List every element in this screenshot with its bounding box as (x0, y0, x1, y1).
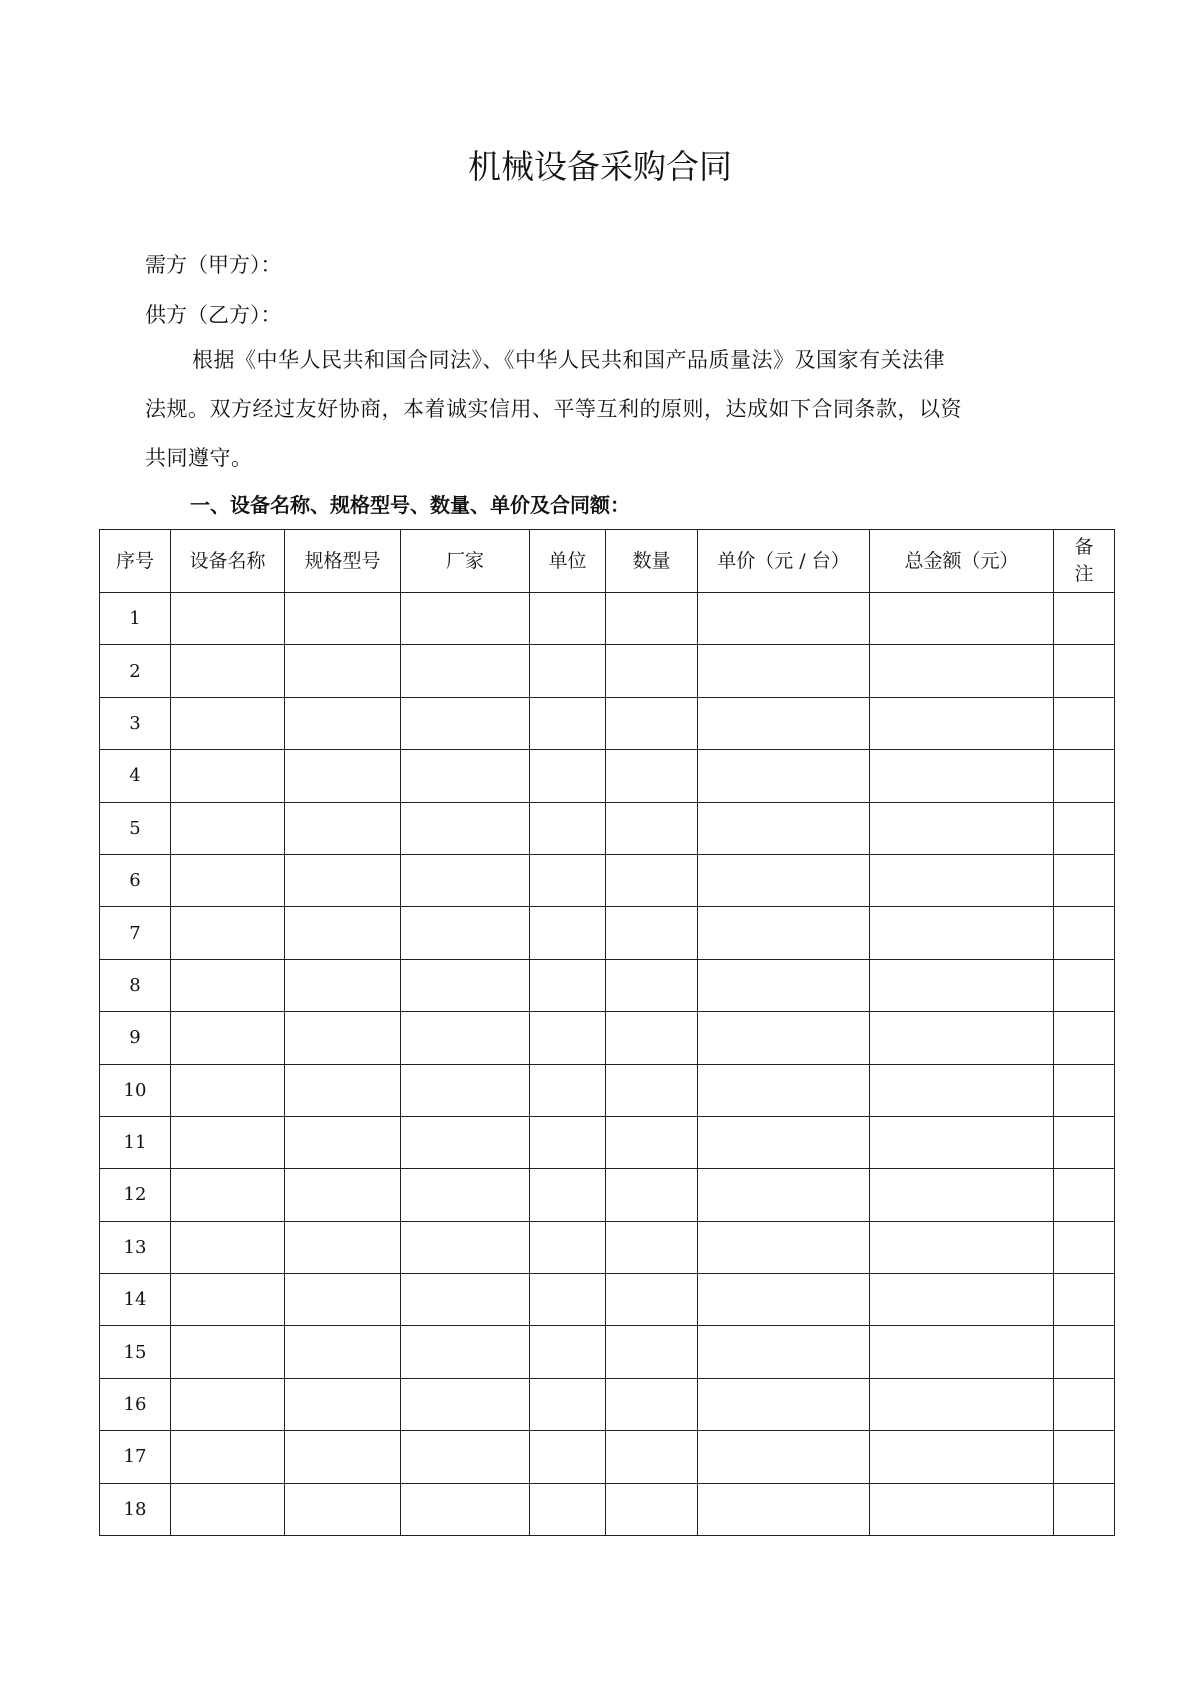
cell-model[interactable] (285, 1274, 401, 1326)
cell-unit[interactable] (530, 959, 606, 1011)
cell-quantity[interactable] (606, 750, 698, 802)
cell-equipment-name[interactable] (171, 1326, 285, 1378)
cell-unit-price[interactable] (698, 907, 870, 959)
cell-model[interactable] (285, 1221, 401, 1273)
cell-equipment-name[interactable] (171, 959, 285, 1011)
cell-manufacturer[interactable] (401, 959, 530, 1011)
cell-equipment-name[interactable] (171, 645, 285, 697)
cell-remark[interactable] (1054, 854, 1115, 906)
cell-quantity[interactable] (606, 1012, 698, 1064)
cell-equipment-name[interactable] (171, 1169, 285, 1221)
header-quantity: 数量 (606, 530, 698, 593)
cell-unit-price[interactable] (698, 1378, 870, 1430)
cell-seq: 15 (100, 1326, 171, 1378)
cell-remark[interactable] (1054, 802, 1115, 854)
cell-model[interactable] (285, 1326, 401, 1378)
cell-unit-price[interactable] (698, 1169, 870, 1221)
cell-seq: 16 (100, 1378, 171, 1430)
cell-unit[interactable] (530, 697, 606, 749)
table-row (100, 1483, 1115, 1535)
cell-seq: 18 (100, 1483, 171, 1535)
cell-unit[interactable] (530, 750, 606, 802)
cell-seq: 3 (100, 697, 171, 749)
table-row (100, 959, 1115, 1011)
table-row (100, 854, 1115, 906)
cell-quantity[interactable] (606, 1431, 698, 1483)
section-heading: 一、设备名称、规格型号、数量、单价及合同额： (190, 493, 630, 517)
cell-unit-price[interactable] (698, 959, 870, 1011)
cell-remark[interactable] (1054, 593, 1115, 645)
cell-unit[interactable] (530, 1326, 606, 1378)
cell-manufacturer[interactable] (401, 1431, 530, 1483)
cell-equipment-name[interactable] (171, 802, 285, 854)
cell-seq: 7 (100, 907, 171, 959)
header-unit-price: 单价（元 / 台） (698, 530, 870, 593)
header-total-amount: 总金额（元） (870, 530, 1054, 593)
cell-unit[interactable] (530, 802, 606, 854)
table-row (100, 802, 1115, 854)
cell-remark[interactable] (1054, 1012, 1115, 1064)
party-b-label: 供方（乙方）： (145, 303, 282, 327)
cell-total-amount[interactable] (870, 1221, 1054, 1273)
cell-model[interactable] (285, 1169, 401, 1221)
cell-total-amount[interactable] (870, 802, 1054, 854)
cell-seq: 6 (100, 854, 171, 906)
cell-quantity[interactable] (606, 645, 698, 697)
cell-manufacturer[interactable] (401, 1064, 530, 1116)
cell-seq: 17 (100, 1431, 171, 1483)
cell-manufacturer[interactable] (401, 1378, 530, 1430)
cell-remark[interactable] (1054, 959, 1115, 1011)
cell-manufacturer[interactable] (401, 1326, 530, 1378)
cell-remark[interactable] (1054, 750, 1115, 802)
preamble-line: 共同遵守。 (145, 446, 253, 470)
cell-quantity[interactable] (606, 593, 698, 645)
cell-seq: 2 (100, 645, 171, 697)
table-row (100, 645, 1115, 697)
cell-quantity[interactable] (606, 697, 698, 749)
cell-quantity[interactable] (606, 907, 698, 959)
table-row (100, 1012, 1115, 1064)
cell-equipment-name[interactable] (171, 1483, 285, 1535)
cell-equipment-name[interactable] (171, 1012, 285, 1064)
cell-model[interactable] (285, 1431, 401, 1483)
cell-model[interactable] (285, 645, 401, 697)
cell-total-amount[interactable] (870, 1169, 1054, 1221)
cell-equipment-name[interactable] (171, 750, 285, 802)
cell-manufacturer[interactable] (401, 802, 530, 854)
cell-model[interactable] (285, 1012, 401, 1064)
cell-total-amount[interactable] (870, 645, 1054, 697)
cell-manufacturer[interactable] (401, 1274, 530, 1326)
cell-model[interactable] (285, 1483, 401, 1535)
preamble-line: 法规。双方经过友好协商，本着诚实信用、平等互利的原则，达成如下合同条款，以资 (145, 397, 962, 421)
cell-model[interactable] (285, 697, 401, 749)
cell-unit-price[interactable] (698, 1221, 870, 1273)
cell-total-amount[interactable] (870, 1326, 1054, 1378)
table-row (100, 1064, 1115, 1116)
cell-total-amount[interactable] (870, 907, 1054, 959)
cell-seq: 13 (100, 1221, 171, 1273)
cell-manufacturer[interactable] (401, 1483, 530, 1535)
cell-seq: 12 (100, 1169, 171, 1221)
cell-total-amount[interactable] (870, 593, 1054, 645)
cell-unit[interactable] (530, 1116, 606, 1168)
header-seq: 序号 (100, 530, 171, 593)
cell-manufacturer[interactable] (401, 854, 530, 906)
cell-remark[interactable] (1054, 697, 1115, 749)
cell-total-amount[interactable] (870, 1012, 1054, 1064)
cell-unit-price[interactable] (698, 1483, 870, 1535)
cell-remark[interactable] (1054, 1431, 1115, 1483)
cell-total-amount[interactable] (870, 1483, 1054, 1535)
table-row (100, 1274, 1115, 1326)
cell-total-amount[interactable] (870, 750, 1054, 802)
cell-unit[interactable] (530, 593, 606, 645)
header-manufacturer: 厂家 (401, 530, 530, 593)
header-model: 规格型号 (285, 530, 401, 593)
cell-equipment-name[interactable] (171, 854, 285, 906)
cell-unit[interactable] (530, 854, 606, 906)
cell-total-amount[interactable] (870, 959, 1054, 1011)
cell-equipment-name[interactable] (171, 1221, 285, 1273)
cell-unit[interactable] (530, 1431, 606, 1483)
cell-total-amount[interactable] (870, 854, 1054, 906)
cell-quantity[interactable] (606, 959, 698, 1011)
cell-quantity[interactable] (606, 1221, 698, 1273)
cell-manufacturer[interactable] (401, 1012, 530, 1064)
cell-model[interactable] (285, 1064, 401, 1116)
cell-manufacturer[interactable] (401, 1221, 530, 1273)
cell-equipment-name[interactable] (171, 1378, 285, 1430)
cell-model[interactable] (285, 750, 401, 802)
cell-quantity[interactable] (606, 1116, 698, 1168)
cell-unit[interactable] (530, 1483, 606, 1535)
cell-model[interactable] (285, 854, 401, 906)
cell-remark[interactable] (1054, 1116, 1115, 1168)
cell-equipment-name[interactable] (171, 907, 285, 959)
cell-seq: 9 (100, 1012, 171, 1064)
cell-unit[interactable] (530, 1169, 606, 1221)
header-remark (1054, 530, 1115, 593)
cell-quantity[interactable] (606, 1378, 698, 1430)
cell-remark[interactable] (1054, 1064, 1115, 1116)
cell-unit-price[interactable] (698, 1326, 870, 1378)
preamble-line: 根据《中华人民共和国合同法》、《中华人民共和国产品质量法》及国家有关法律 (192, 348, 945, 372)
cell-quantity[interactable] (606, 854, 698, 906)
cell-seq: 5 (100, 802, 171, 854)
cell-model[interactable] (285, 593, 401, 645)
cell-unit-price[interactable] (698, 645, 870, 697)
table-row (100, 1116, 1115, 1168)
cell-quantity[interactable] (606, 1169, 698, 1221)
cell-manufacturer[interactable] (401, 593, 530, 645)
cell-remark[interactable] (1054, 1169, 1115, 1221)
cell-unit-price[interactable] (698, 1012, 870, 1064)
cell-seq: 11 (100, 1116, 171, 1168)
cell-unit-price[interactable] (698, 1274, 870, 1326)
cell-seq: 4 (100, 750, 171, 802)
cell-remark[interactable] (1054, 907, 1115, 959)
cell-manufacturer[interactable] (401, 645, 530, 697)
cell-unit-price[interactable] (698, 750, 870, 802)
cell-unit[interactable] (530, 1274, 606, 1326)
cell-model[interactable] (285, 802, 401, 854)
cell-remark[interactable] (1054, 1378, 1115, 1430)
cell-remark[interactable] (1054, 1221, 1115, 1273)
header-equipment-name: 设备名称 (171, 530, 285, 593)
cell-equipment-name[interactable] (171, 1431, 285, 1483)
table-row (100, 593, 1115, 645)
header-remark-line: 备 (1074, 536, 1094, 558)
cell-model[interactable] (285, 907, 401, 959)
table-row (100, 1221, 1115, 1273)
cell-unit-price[interactable] (698, 697, 870, 749)
cell-total-amount[interactable] (870, 1274, 1054, 1326)
cell-manufacturer[interactable] (401, 907, 530, 959)
table-row (100, 1378, 1115, 1430)
equipment-table (99, 529, 1115, 1536)
table-row (100, 907, 1115, 959)
header-remark-line: 注 (1074, 563, 1094, 585)
cell-quantity[interactable] (606, 1483, 698, 1535)
cell-seq: 1 (100, 593, 171, 645)
cell-quantity[interactable] (606, 802, 698, 854)
cell-remark[interactable] (1054, 1326, 1115, 1378)
cell-unit-price[interactable] (698, 1116, 870, 1168)
cell-remark[interactable] (1054, 645, 1115, 697)
equipment-table-wrapper (99, 529, 1114, 1536)
cell-equipment-name[interactable] (171, 1064, 285, 1116)
table-row (100, 1326, 1115, 1378)
cell-remark[interactable] (1054, 1483, 1115, 1535)
cell-seq: 10 (100, 1064, 171, 1116)
cell-total-amount[interactable] (870, 697, 1054, 749)
table-row (100, 750, 1115, 802)
cell-unit[interactable] (530, 1012, 606, 1064)
cell-unit[interactable] (530, 1064, 606, 1116)
header-unit: 单位 (530, 530, 606, 593)
cell-equipment-name[interactable] (171, 1274, 285, 1326)
cell-unit-price[interactable] (698, 1064, 870, 1116)
cell-equipment-name[interactable] (171, 697, 285, 749)
cell-quantity[interactable] (606, 1064, 698, 1116)
cell-manufacturer[interactable] (401, 1116, 530, 1168)
cell-total-amount[interactable] (870, 1116, 1054, 1168)
cell-unit[interactable] (530, 1378, 606, 1430)
cell-total-amount[interactable] (870, 1431, 1054, 1483)
cell-total-amount[interactable] (870, 1378, 1054, 1430)
cell-manufacturer[interactable] (401, 750, 530, 802)
cell-quantity[interactable] (606, 1326, 698, 1378)
cell-model[interactable] (285, 1378, 401, 1430)
table-row (100, 1431, 1115, 1483)
cell-unit-price[interactable] (698, 854, 870, 906)
cell-remark[interactable] (1054, 1274, 1115, 1326)
cell-unit-price[interactable] (698, 1431, 870, 1483)
cell-unit[interactable] (530, 645, 606, 697)
page-title: 机械设备采购合同 (468, 147, 732, 186)
cell-equipment-name[interactable] (171, 593, 285, 645)
table-row (100, 697, 1115, 749)
table-body (100, 593, 1115, 1536)
cell-model[interactable] (285, 959, 401, 1011)
cell-unit-price[interactable] (698, 593, 870, 645)
cell-seq: 8 (100, 959, 171, 1011)
party-a-label: 需方（甲方）： (145, 253, 282, 277)
cell-seq: 14 (100, 1274, 171, 1326)
table-header-row (100, 530, 1115, 593)
cell-unit-price[interactable] (698, 802, 870, 854)
cell-manufacturer[interactable] (401, 1169, 530, 1221)
cell-unit[interactable] (530, 907, 606, 959)
table-row (100, 1169, 1115, 1221)
cell-unit[interactable] (530, 1221, 606, 1273)
cell-manufacturer[interactable] (401, 697, 530, 749)
cell-quantity[interactable] (606, 1274, 698, 1326)
cell-equipment-name[interactable] (171, 1116, 285, 1168)
cell-total-amount[interactable] (870, 1064, 1054, 1116)
cell-model[interactable] (285, 1116, 401, 1168)
